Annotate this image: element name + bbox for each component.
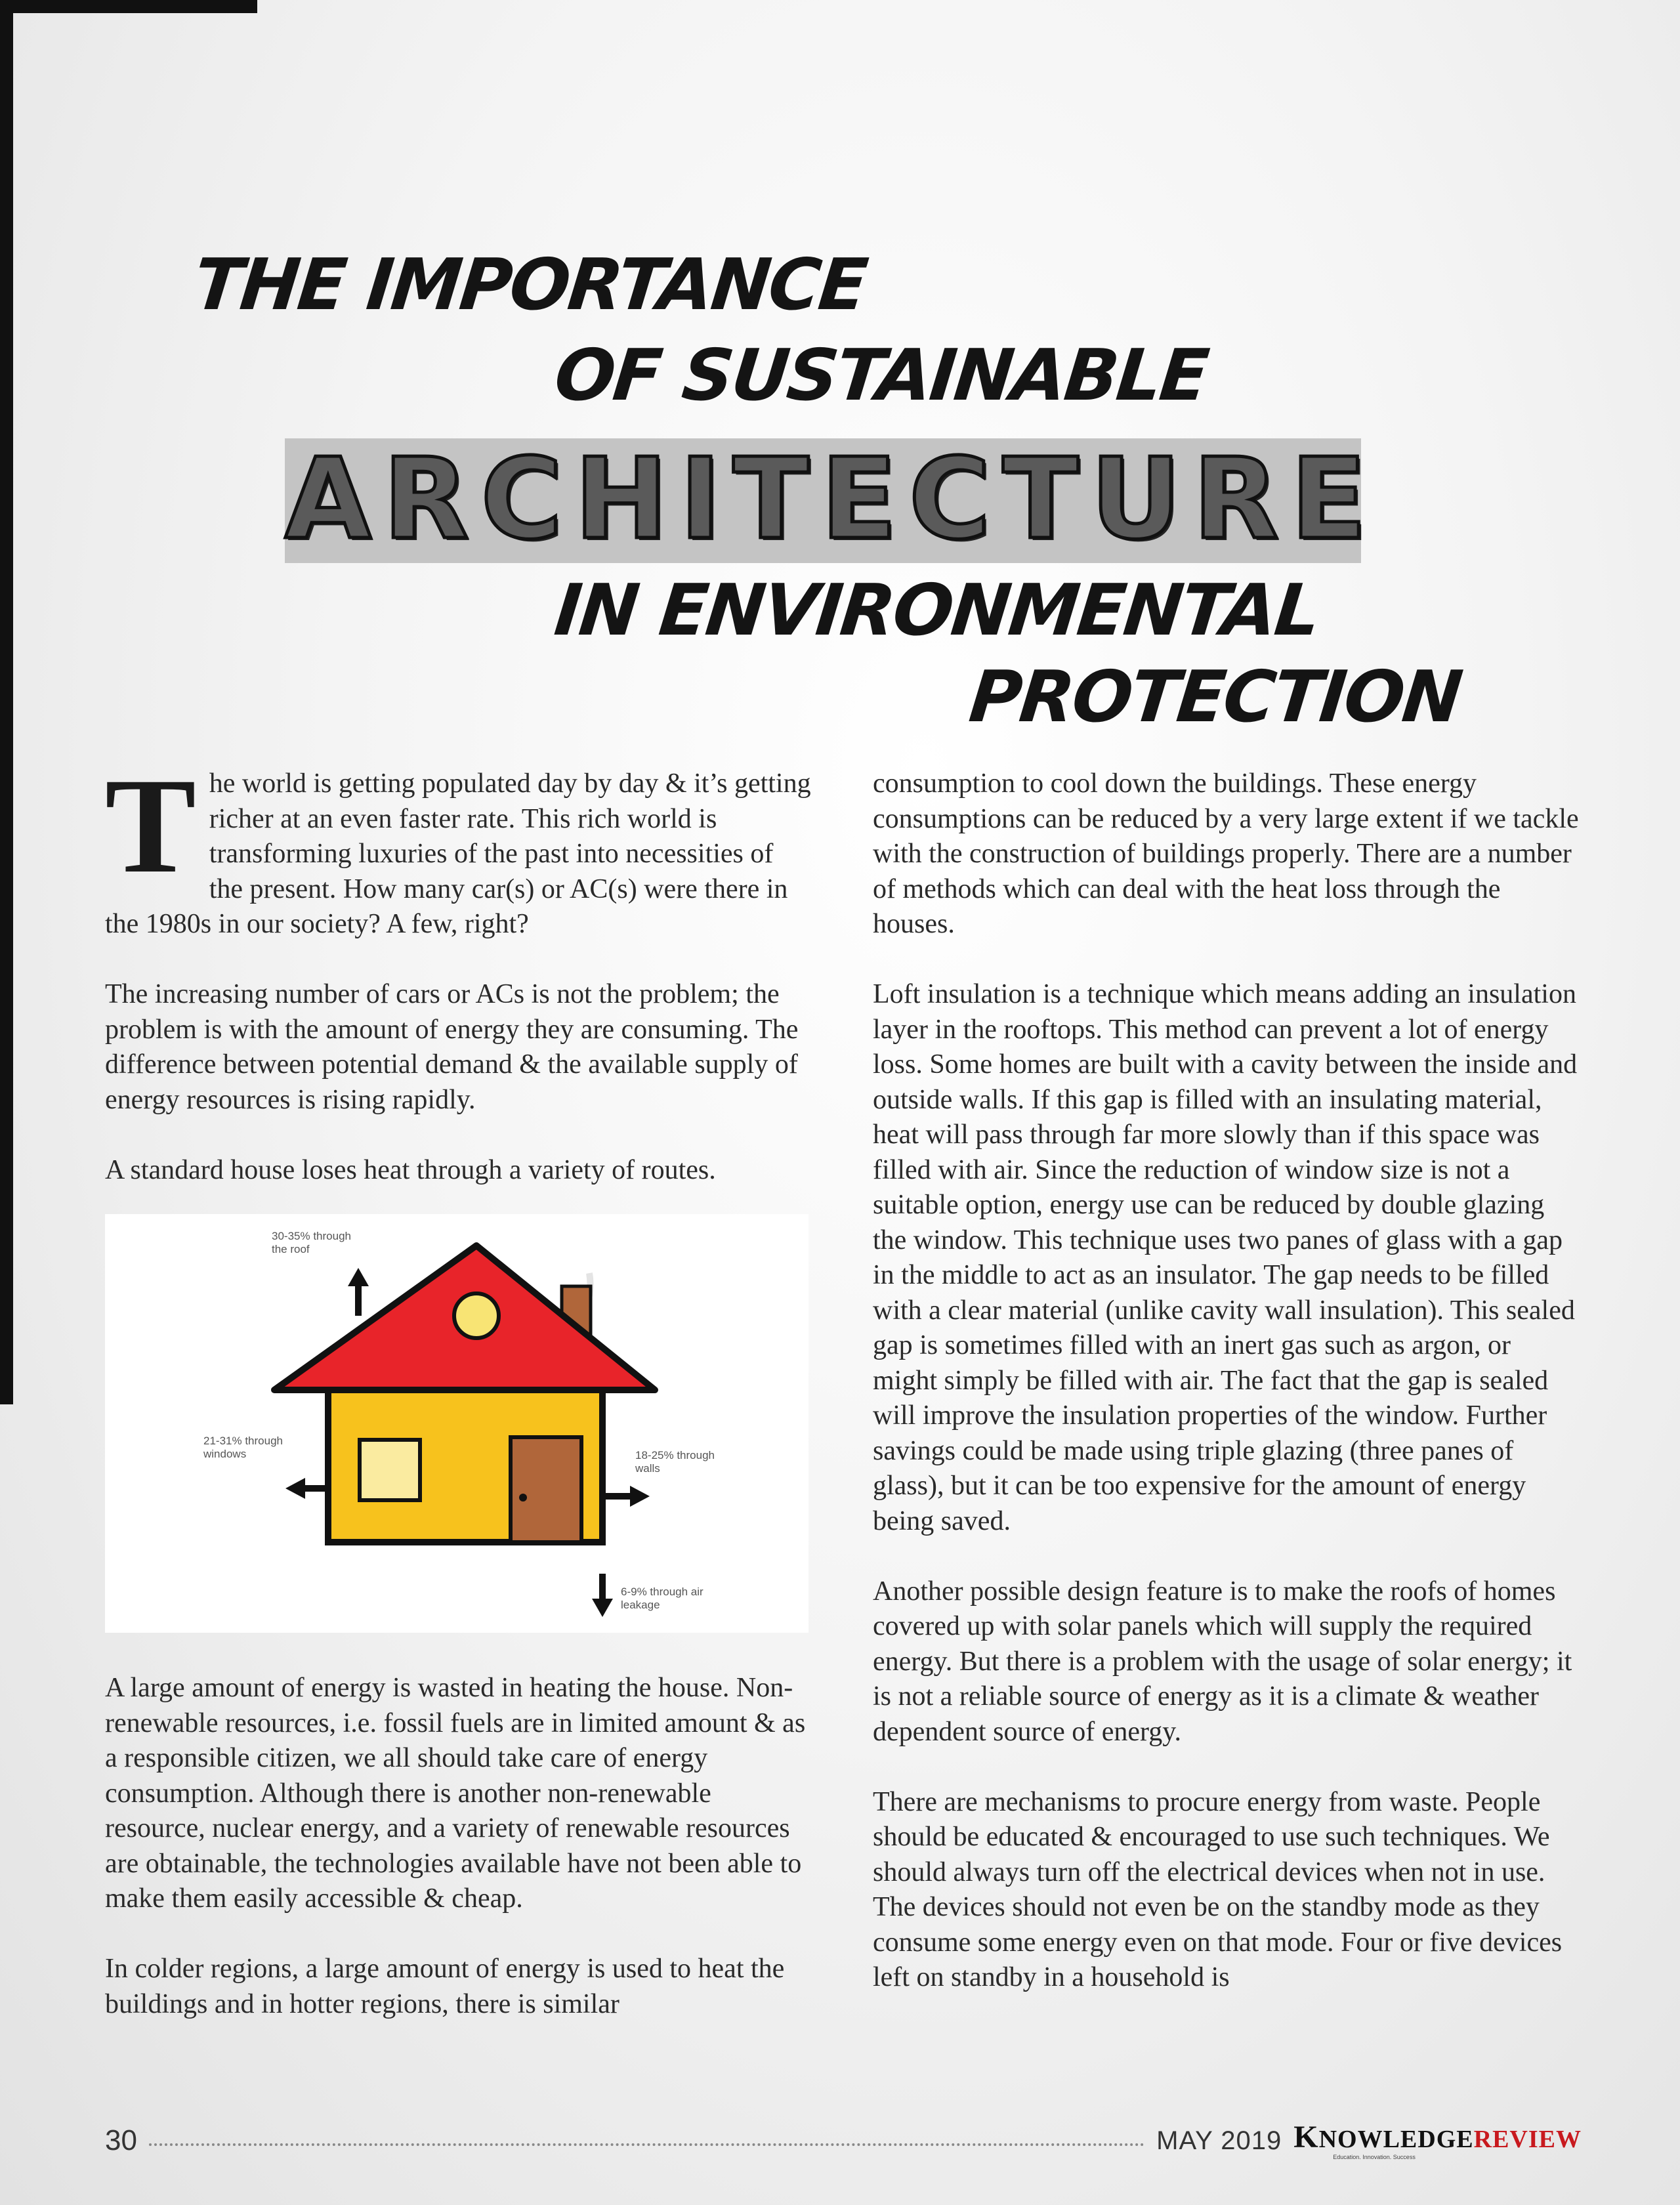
air-leakage-loss-label: 6-9% through air leakage (621, 1586, 704, 1611)
title-line-2: OF SUSTAINABLE (551, 335, 1211, 417)
windows-loss-label: 21-31% through windows (203, 1435, 283, 1460)
logo-k-letter: K (1293, 2119, 1319, 2154)
arrow-up-icon (348, 1268, 369, 1316)
title-line-3: ARCHITECTURE (285, 434, 1379, 564)
walls-loss-label: 18-25% through walls (635, 1449, 715, 1475)
paragraph-2: The increasing number of cars or ACs is not the problem; the problem is with the amount of energy they are consuming. The difference between potential demand & the available supply of energy resources is rising rapidly. (105, 979, 799, 1115)
article-column-right (873, 766, 1582, 2030)
paragraph-5: In colder regions, a large amount of energy is used to heat the buildings and in hotter regions, there is similar (105, 1954, 785, 2019)
decorative-top-bar (0, 0, 257, 13)
door-knob-icon (519, 1494, 527, 1502)
paragraph-3: A standard house loses heat through a variety of routes. (105, 1154, 716, 1185)
logo-wordmark (1293, 2119, 1582, 2154)
title-line-1: THE IMPORTANCE (190, 244, 870, 326)
title-line-4: IN ENVIRONMENTAL (551, 570, 1323, 652)
arrow-down-icon (592, 1574, 613, 1617)
attic-window-icon (454, 1293, 499, 1338)
logo-tagline: Education. Innovation. Success (1333, 2153, 1416, 2160)
logo-knowledge-text: NOWLEDGE (1318, 2125, 1474, 2153)
roof-loss-label: 30-35% through the roof (272, 1230, 351, 1255)
paragraph-9: There are mechanisms to procure energy from waste. People should be educated & encouraged to use such techniques. We should always turn off the electrical devices when not in use. The devices should not even be on the standby mode as they consume some energy even on that mode. Four or five devices left on standby in a household is (873, 1786, 1563, 1992)
decorative-left-bar (0, 0, 13, 1404)
footer-dotted-rule (149, 2143, 1144, 2146)
house-window-icon (360, 1440, 420, 1500)
paragraph-6: consumption to cool down the buildings. These energy consumptions can be reduced by a very large extent if we tackle with the construction of buildings properly. There are a number of methods which can deal with the heat loss through the houses. (873, 768, 1579, 939)
issue-date: MAY 2019 (1156, 2126, 1282, 2155)
paragraph-1-text: he world is getting populated day by day & it’s getting richer at an even faster rate. This rich world is transforming luxuries of the past into necessities of the present. How many car(s) or AC(s) were there in the 1980s in our society? A few, right? (105, 768, 811, 939)
arrow-left-icon (285, 1478, 328, 1499)
drop-cap: T (105, 750, 196, 901)
heat-loss-figure (105, 1214, 808, 1633)
heat-loss-house-diagram (105, 1214, 808, 1633)
paragraph-4: A large amount of energy is wasted in heating the house. Non-renewable resources, i.e. fossil fuels are in limited amount & as a responsible citizen, we all should take care of energy consumption. Although there is another non-renewable resource, nuclear energy, and a variety of renewable resources are obtainable, the technologies available have not been able to make them easily accessible & cheap. (105, 1673, 806, 1914)
article-column-left (105, 750, 814, 2057)
arrow-right-icon (602, 1486, 650, 1507)
house-door-icon (511, 1437, 581, 1542)
paragraph-7: Loft insulation is a technique which means adding an insulation layer in the rooftops. This method can prevent a lot of energy loss. Some homes are built with a cavity between the inside and outside walls. If this gap is filled with an insulating material, heat will pass through far more slowly than if this space was filled with air. Since the reduction of window size is not a suitable option, energy use can be reduced by double glazing the window. This technique uses two panes of glass with a gap in the middle to act as an insulator. The gap needs to be filled with a clear material (unlike cavity wall insulation). This sealed gap is sometimes filled with an inert gas such as argon, or might simply be filled with air. The fact that the gap is sealed will improve the insulation properties of the window. Further savings could be made using triple glazing (three panes of glass), but it can be too expensive for the amount of energy being saved. (873, 979, 1578, 1536)
paragraph-8: Another possible design feature is to make the roofs of homes covered up with solar panels which will supply the required energy. But there is a problem with the usage of solar energy; it is not a reliable source of energy as it is a climate & weather dependent source of energy. (873, 1576, 1572, 1747)
title-line-5: PROTECTION (965, 656, 1465, 738)
magazine-logo (1293, 2119, 1582, 2160)
page-footer (105, 2119, 1582, 2160)
logo-review-text: REVIEW (1473, 2125, 1582, 2153)
page-number: 30 (105, 2124, 137, 2156)
paragraph-1 (105, 750, 814, 942)
